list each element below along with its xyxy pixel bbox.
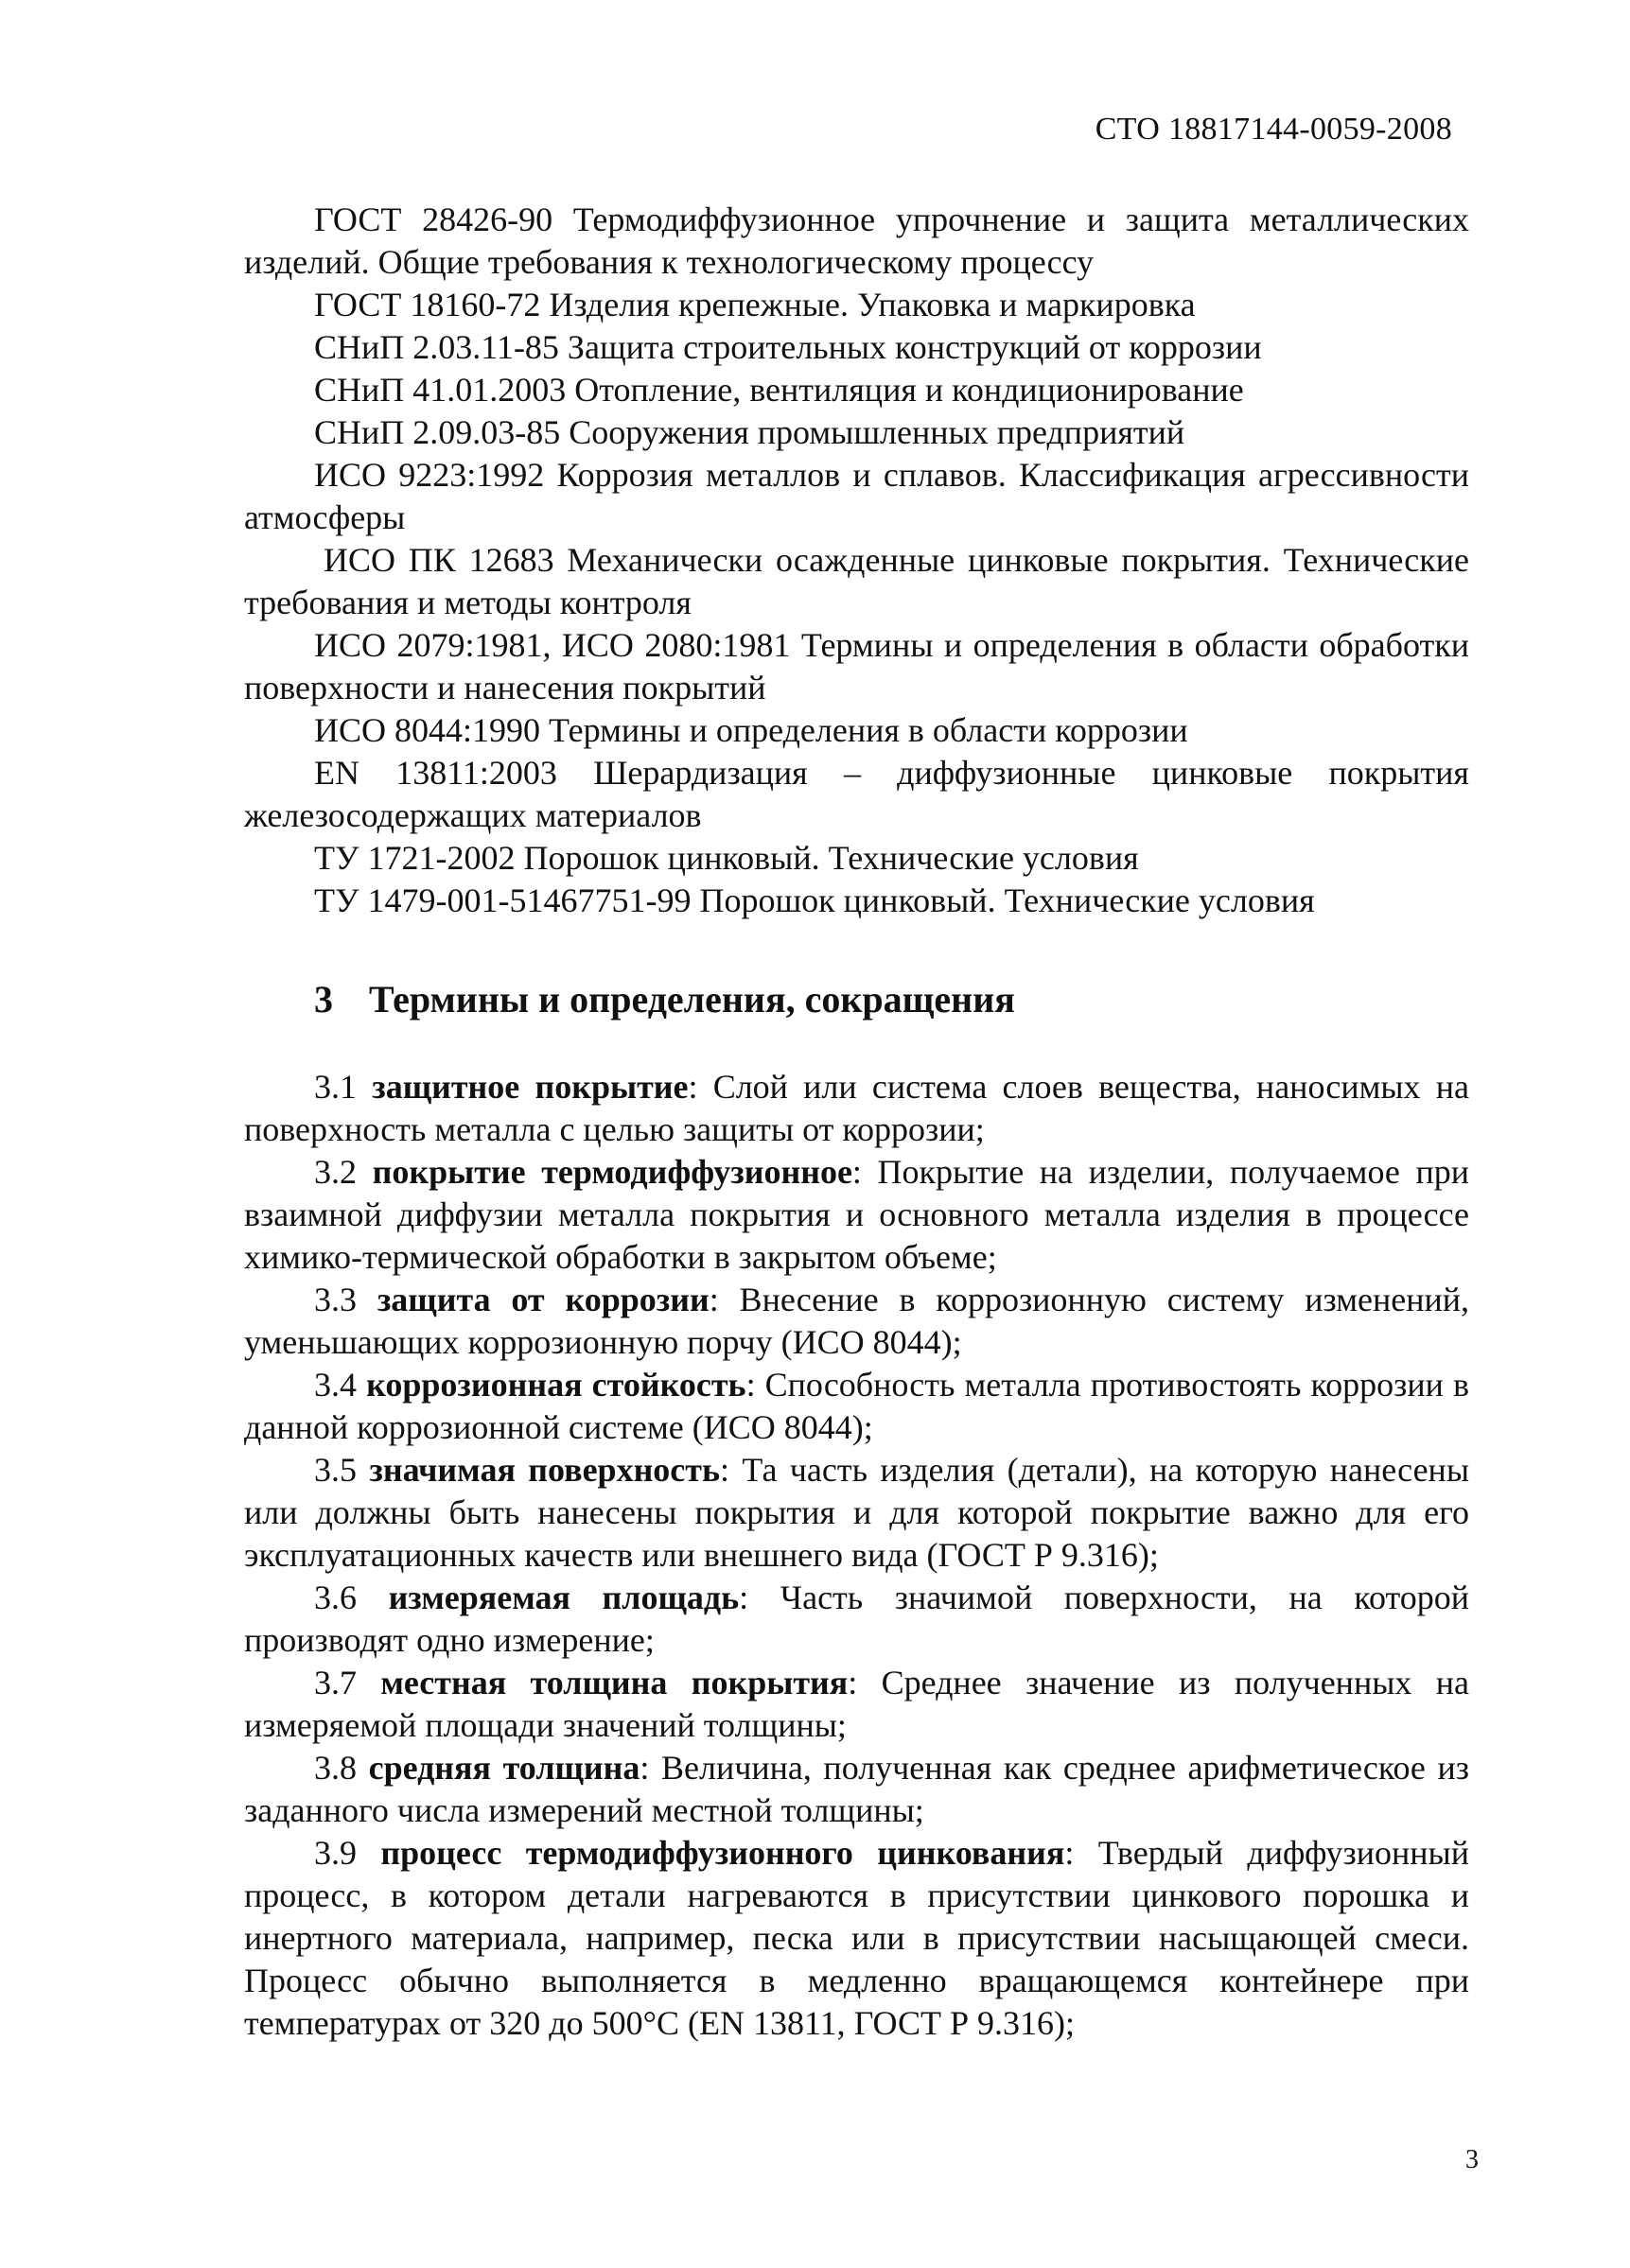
reference-item: ИСО 8044:1990 Термины и определения в области коррозии [314, 711, 1188, 749]
term-item [244, 1151, 1469, 1279]
term-number: 3.7 [314, 1664, 357, 1701]
term-definition: : Часть значимой поверхности, на которой производят одно измерение; [244, 1579, 1470, 1659]
term-item [244, 1279, 1469, 1364]
reference-item: СНиП 2.09.03-85 Сооружения промышленных предприятий [314, 413, 1185, 451]
term-number: 3.5 [314, 1451, 357, 1489]
term-number: 3.4 [314, 1366, 357, 1404]
term-number: 3.1 [314, 1068, 357, 1106]
term-name: процесс термодиффузионного цинкования [380, 1834, 1065, 1872]
term-item [244, 1577, 1469, 1662]
term-item [244, 1066, 1469, 1151]
reference-item: СНиП 41.01.2003 Отопление, вентиляция и кондиционирование [314, 371, 1244, 409]
reference-item: ГОСТ 18160-72 Изделия крепежные. Упаковка и маркировка [314, 286, 1196, 323]
term-definition: : Способность металла противостоять коррозии в данной коррозионной системе (ИСО 8044); [244, 1366, 1469, 1446]
section-heading [314, 977, 1469, 1022]
term-definition: : Величина, полученная как среднее арифметическое из заданного числа измерений местной толщины; [244, 1749, 1469, 1829]
term-name: защита от коррозии [377, 1281, 710, 1318]
reference-item: ИСО 2079:1981, ИСО 2080:1981 Термины и определения в области обработки поверхности и нанесения покрытий [244, 626, 1469, 707]
reference-item: ГОСТ 28426-90 Термодиффузионное упрочнение и защита металлических изделий. Общие требования к технологическому процессу [244, 201, 1469, 281]
term-item [244, 1449, 1469, 1577]
term-name: значимая поверхность [369, 1451, 721, 1489]
document-code: СТО 18817144-0059-2008 [1095, 112, 1452, 147]
term-item [244, 1662, 1469, 1747]
reference-item: ИСО ПК 12683 Механически осажденные цинковые покрытия. Технические требования и методы контроля [244, 541, 1469, 621]
term-item [244, 1747, 1469, 1832]
reference-item: СНиП 2.03.11-85 Защита строительных конструкций от коррозии [314, 328, 1262, 366]
term-number: 3.2 [314, 1153, 357, 1191]
reference-item: ТУ 1479-001-51467751-99 Порошок цинковый. Технические условия [314, 881, 1315, 919]
page-number: 3 [1465, 2145, 1479, 2174]
term-definition: : Среднее значение из полученных на измеряемой площади значений толщины; [244, 1664, 1469, 1744]
term-number: 3.3 [314, 1281, 357, 1318]
term-number: 3.9 [314, 1834, 357, 1872]
term-number: 3.8 [314, 1749, 357, 1787]
term-name: покрытие термодиффузионное [372, 1153, 852, 1191]
term-definition: : Слой или система слоев вещества, наносимых на поверхность металла с целью защиты от коррозии; [244, 1068, 1470, 1148]
terms-list [244, 1066, 1469, 2045]
section-number: 3 [314, 978, 333, 1021]
term-item [244, 1364, 1469, 1449]
term-definition: : Внесение в коррозионную систему изменений, уменьшающих коррозионную порчу (ИСО 8044); [244, 1281, 1470, 1361]
term-definition: : Твердый диффузионный процесс, в котором детали нагреваются в присутствии цинкового порошка и инертного материала, например, песка или в присутствии насыщающей смеси. Процесс обычно выполняется в медленно вращающемся контейнере при температурах от 320 до 500°С (EN 13811, ГОСТ Р 9.316); [244, 1834, 1470, 2042]
term-name: коррозионная стойкость [366, 1366, 746, 1404]
term-name: средняя толщина [368, 1749, 640, 1787]
term-name: местная толщина покрытия [380, 1664, 849, 1701]
term-name: измеряемая площадь [388, 1579, 740, 1616]
reference-item: ИСО 9223:1992 Коррозия металлов и сплавов. Классификация агрессивности атмосферы [244, 456, 1469, 536]
term-name: защитное покрытие [372, 1068, 689, 1106]
term-number: 3.6 [314, 1579, 357, 1616]
reference-item: EN 13811:2003 Шерардизация – диффузионные цинковые покрытия железосодержащих материалов [244, 754, 1469, 834]
references-list [244, 199, 1469, 922]
reference-item: ТУ 1721-2002 Порошок цинковый. Технические условия [314, 839, 1139, 877]
term-definition: : Та часть изделия (детали), на которую нанесены или должны быть нанесены покрытия и для которой покрытие важно для его эксплуатационных качеств или внешнего вида (ГОСТ Р 9.316); [244, 1451, 1470, 1574]
section-title: Термины и определения, сокращения [369, 978, 1015, 1021]
term-item [244, 1832, 1469, 2045]
page-content [244, 199, 1469, 2045]
term-definition: : Покрытие на изделии, получаемое при взаимной диффузии металла покрытия и основного металла изделия в процессе химико-термической обработки в закрытом объеме; [244, 1153, 1469, 1276]
